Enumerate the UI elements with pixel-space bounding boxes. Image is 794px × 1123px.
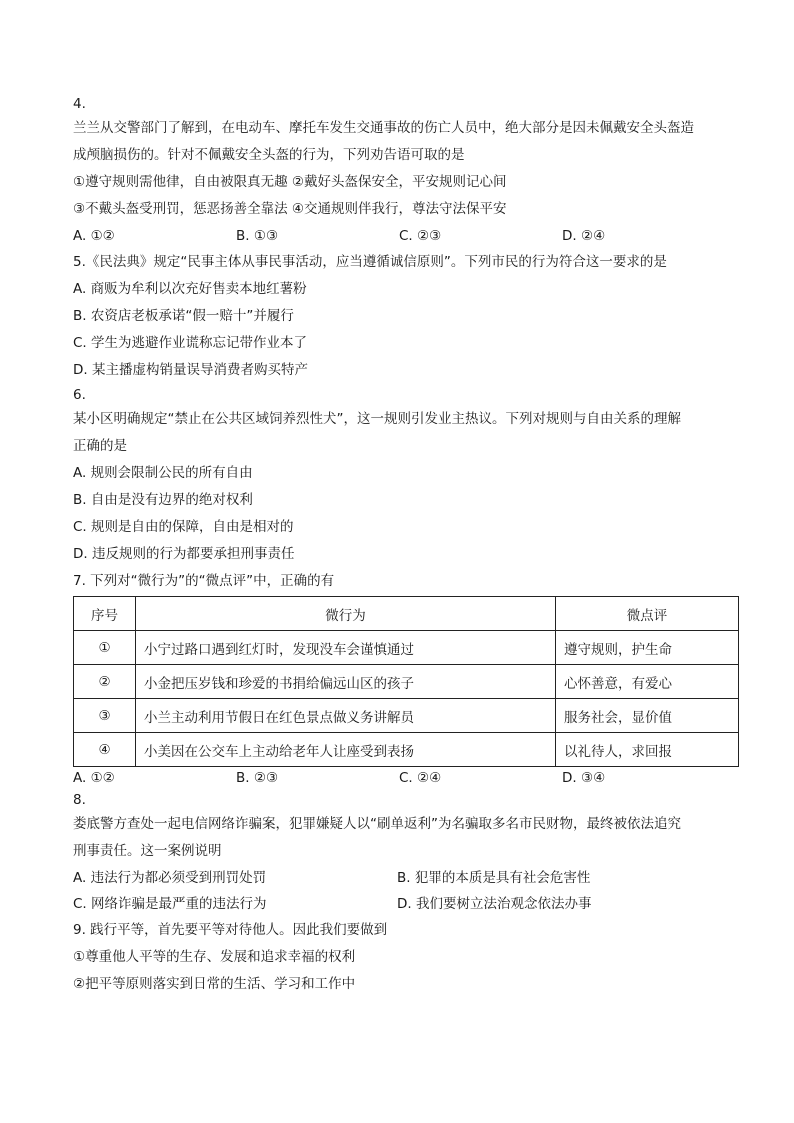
q4-option-c[interactable]: C. ②③ — [399, 228, 442, 244]
q6-option-d[interactable]: D. 违反规则的行为都要承担刑事责任 — [73, 546, 295, 562]
q4-option-b[interactable]: B. ①③ — [236, 228, 279, 244]
q8-stem-line1: 娄底警方查处一起电信网络诈骗案，犯罪嫌疑人以“刷单返利”为名骗取多名市民财物，最终被依法追究 — [73, 816, 681, 832]
q9-statement-line1: ①尊重他人平等的生存、发展和追求幸福的权利 — [73, 949, 356, 965]
q7-row-action: 小美因在公交车上主动给老年人让座受到表扬 — [136, 733, 556, 767]
q4-stem-line1: 兰兰从交警部门了解到，在电动车、摩托车发生交通事故的伤亡人员中，绝大部分是因未佩戴安全头盔造 — [73, 120, 694, 136]
q7-header-index: 序号 — [74, 597, 136, 631]
table-row — [74, 733, 739, 767]
q7-row-action: 小兰主动利用节假日在红色景点做义务讲解员 — [136, 699, 556, 733]
q7-options — [73, 767, 741, 789]
q8-stem-line2: 刑事责任。这一案例说明 — [73, 843, 222, 859]
q4-number: 4. — [73, 96, 86, 112]
table-row — [74, 699, 739, 733]
q7-row-index: ② — [74, 665, 136, 699]
q7-row-comment: 服务社会，显价值 — [556, 699, 739, 733]
q7-row-action: 小金把压岁钱和珍爱的书捐给偏远山区的孩子 — [136, 665, 556, 699]
q7-header-comment: 微点评 — [556, 597, 739, 631]
q7-table-header — [74, 597, 739, 631]
q4-option-d[interactable]: D. ②④ — [562, 228, 606, 244]
q4-statement-line2: ③不戴头盔受刑罚，惩恶扬善全靠法 ④交通规则伴我行，尊法守法保平安 — [73, 201, 507, 217]
q4-statement-line1: ①遵守规则需他律，自由被限真无趣 ②戴好头盔保安全，平安规则记心间 — [73, 174, 507, 190]
q7-row-action: 小宁过路口遇到红灯时，发现没车会谨慎通过 — [136, 631, 556, 665]
q7-stem: 7. 下列对“微行为”的“微点评”中，正确的有 — [73, 573, 335, 589]
exam-page — [73, 93, 741, 998]
table-row — [74, 665, 739, 699]
q7-option-d[interactable]: D. ③④ — [562, 770, 606, 786]
q5-option-a[interactable]: A. 商贩为牟利以次充好售卖本地红薯粉 — [73, 281, 307, 297]
q6-option-a[interactable]: A. 规则会限制公民的所有自由 — [73, 465, 253, 481]
q7-row-comment: 以礼待人，求回报 — [556, 733, 739, 767]
table-row — [74, 631, 739, 665]
q7-row-index: ④ — [74, 733, 136, 767]
q4-option-a[interactable]: A. ①② — [73, 228, 115, 244]
q8-option-a[interactable]: A. 违法行为都必须受到刑罚处罚 — [73, 870, 267, 886]
q9-statement-line2: ②把平等原则落实到日常的生活、学习和工作中 — [73, 976, 356, 992]
q4-stem-line2: 成颅脑损伤的。针对不佩戴安全头盔的行为，下列劝告语可取的是 — [73, 147, 465, 163]
q7-row-comment: 遵守规则，护生命 — [556, 631, 739, 665]
q6-option-b[interactable]: B. 自由是没有边界的绝对权利 — [73, 492, 253, 508]
q5-option-c[interactable]: C. 学生为逃避作业谎称忘记带作业本了 — [73, 335, 308, 351]
q8-number: 8. — [73, 792, 86, 808]
q7-option-b[interactable]: B. ②③ — [236, 770, 279, 786]
q8-options-row1 — [73, 865, 741, 891]
q5-option-b[interactable]: B. 农资店老板承诺“假一赔十”并履行 — [73, 308, 294, 324]
q9-stem: 9. 践行平等，首先要平等对待他人。因此我们要做到 — [73, 922, 388, 938]
q7-option-c[interactable]: C. ②④ — [399, 770, 442, 786]
q4-options — [73, 223, 741, 249]
q6-option-c[interactable]: C. 规则是自由的保障，自由是相对的 — [73, 519, 294, 535]
q8-options-row2 — [73, 891, 741, 917]
q7-header-action: 微行为 — [136, 597, 556, 631]
q7-row-comment: 心怀善意，有爱心 — [556, 665, 739, 699]
q7-option-a[interactable]: A. ①② — [73, 770, 115, 786]
q8-option-d[interactable]: D. 我们要树立法治观念依法办事 — [397, 896, 592, 912]
q7-row-index: ① — [74, 631, 136, 665]
q7-row-index: ③ — [74, 699, 136, 733]
q7-table — [73, 596, 739, 767]
q5-stem: 5.《民法典》规定“民事主体从事民事活动，应当遵循诚信原则”。下列市民的行为符合这一要求的是 — [73, 254, 667, 270]
q6-stem-line2: 正确的是 — [73, 438, 127, 454]
q8-option-c[interactable]: C. 网络诈骗是最严重的违法行为 — [73, 896, 267, 912]
q8-option-b[interactable]: B. 犯罪的本质是具有社会危害性 — [397, 870, 591, 886]
q6-number: 6. — [73, 387, 86, 403]
q5-option-d[interactable]: D. 某主播虚构销量误导消费者购买特产 — [73, 362, 308, 378]
q6-stem-line1: 某小区明确规定“禁止在公共区域饲养烈性犬”，这一规则引发业主热议。下列对规则与自由关系的理解 — [73, 411, 681, 427]
